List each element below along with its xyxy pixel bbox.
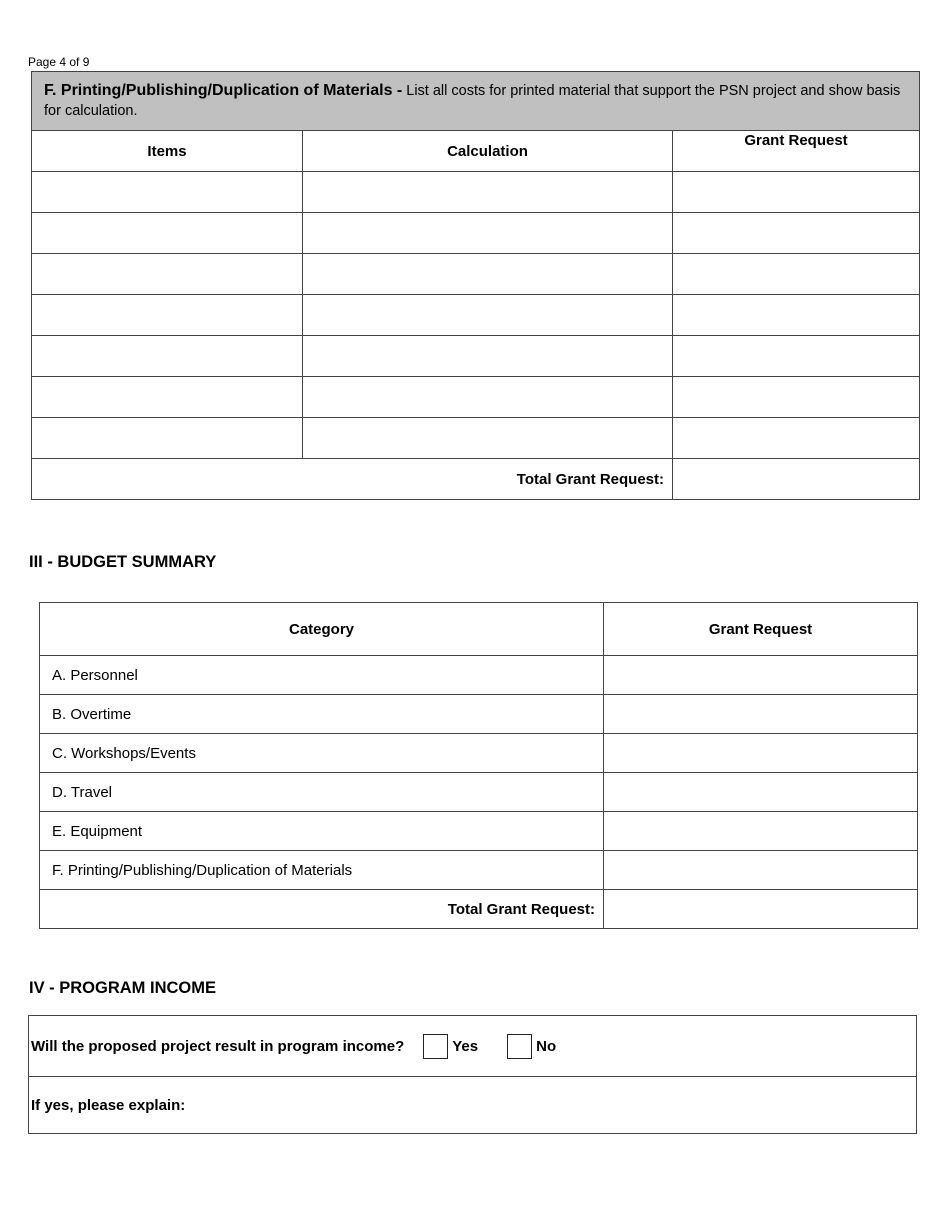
no-label: No (536, 1037, 557, 1055)
category-label: E. Equipment (40, 812, 604, 850)
category-label: A. Personnel (40, 656, 604, 694)
calculation-cell[interactable] (303, 377, 673, 418)
budget-total-row (40, 890, 917, 928)
column-header-grant-request: Grant Request (708, 620, 813, 638)
items-cell[interactable] (32, 254, 303, 295)
calculation-cell[interactable] (303, 336, 673, 377)
grant-request-cell[interactable] (604, 656, 917, 694)
items-cell[interactable] (32, 295, 303, 336)
budget-row-printing (40, 851, 917, 890)
yes-label: Yes (452, 1037, 479, 1055)
budget-summary-table (39, 602, 918, 929)
grant-request-cell[interactable] (673, 295, 919, 336)
section-f-title: F. Printing/Publishing/Duplication of Materials - (44, 82, 403, 99)
calculation-cell[interactable] (303, 213, 673, 254)
grant-request-cell[interactable] (673, 254, 919, 295)
no-option[interactable] (507, 1034, 556, 1059)
program-income-table (28, 1015, 917, 1134)
items-cell[interactable] (32, 172, 303, 213)
total-grant-request-label: Total Grant Request: (40, 890, 604, 928)
items-cell[interactable] (32, 336, 303, 377)
page-number: Page 4 of 9 (28, 55, 90, 69)
budget-row-personnel (40, 656, 917, 695)
no-checkbox[interactable] (507, 1034, 532, 1059)
total-grant-request-value[interactable] (604, 890, 917, 928)
budget-header-row (40, 603, 917, 656)
total-grant-request-label: Total Grant Request: (32, 459, 673, 499)
program-income-question: Will the proposed project result in program income? (31, 1037, 405, 1055)
program-income-heading: IV - PROGRAM INCOME (29, 979, 217, 997)
grant-request-cell[interactable] (673, 336, 919, 377)
calculation-cell[interactable] (303, 418, 673, 459)
grant-request-cell[interactable] (604, 695, 917, 733)
grant-request-cell[interactable] (673, 172, 919, 213)
yes-checkbox[interactable] (423, 1034, 448, 1059)
column-header-items: Items (32, 131, 303, 172)
grant-request-cell[interactable] (673, 377, 919, 418)
total-grant-request-value[interactable] (673, 459, 919, 499)
grant-request-cell[interactable] (604, 773, 917, 811)
category-label: F. Printing/Publishing/Duplication of Materials (40, 851, 604, 889)
budget-summary-heading: III - BUDGET SUMMARY (29, 553, 217, 571)
column-header-grant-request: Grant Request (673, 131, 919, 172)
program-income-question-row (29, 1016, 916, 1077)
items-cell[interactable] (32, 213, 303, 254)
category-label: C. Workshops/Events (40, 734, 604, 772)
section-f-grid (32, 131, 919, 459)
grant-request-cell[interactable] (673, 418, 919, 459)
program-income-explain-row[interactable] (29, 1077, 916, 1133)
yes-option[interactable] (423, 1034, 478, 1059)
section-f-total-row (32, 459, 919, 499)
items-cell[interactable] (32, 377, 303, 418)
explain-label: If yes, please explain: (31, 1096, 186, 1114)
category-label: B. Overtime (40, 695, 604, 733)
category-label: D. Travel (40, 773, 604, 811)
section-f-description: List all costs for printed material that support the PSN project and show basis for calculation. (44, 83, 901, 119)
calculation-cell[interactable] (303, 295, 673, 336)
budget-row-travel (40, 773, 917, 812)
budget-row-workshops (40, 734, 917, 773)
section-f-table (31, 71, 920, 500)
calculation-cell[interactable] (303, 172, 673, 213)
column-header-category: Category (40, 603, 604, 655)
budget-row-equipment (40, 812, 917, 851)
budget-row-overtime (40, 695, 917, 734)
column-header-calculation: Calculation (303, 131, 673, 172)
grant-request-cell[interactable] (604, 851, 917, 889)
items-cell[interactable] (32, 418, 303, 459)
grant-request-cell[interactable] (673, 213, 919, 254)
grant-request-cell[interactable] (604, 812, 917, 850)
calculation-cell[interactable] (303, 254, 673, 295)
grant-request-cell[interactable] (604, 734, 917, 772)
section-f-header (32, 72, 919, 131)
